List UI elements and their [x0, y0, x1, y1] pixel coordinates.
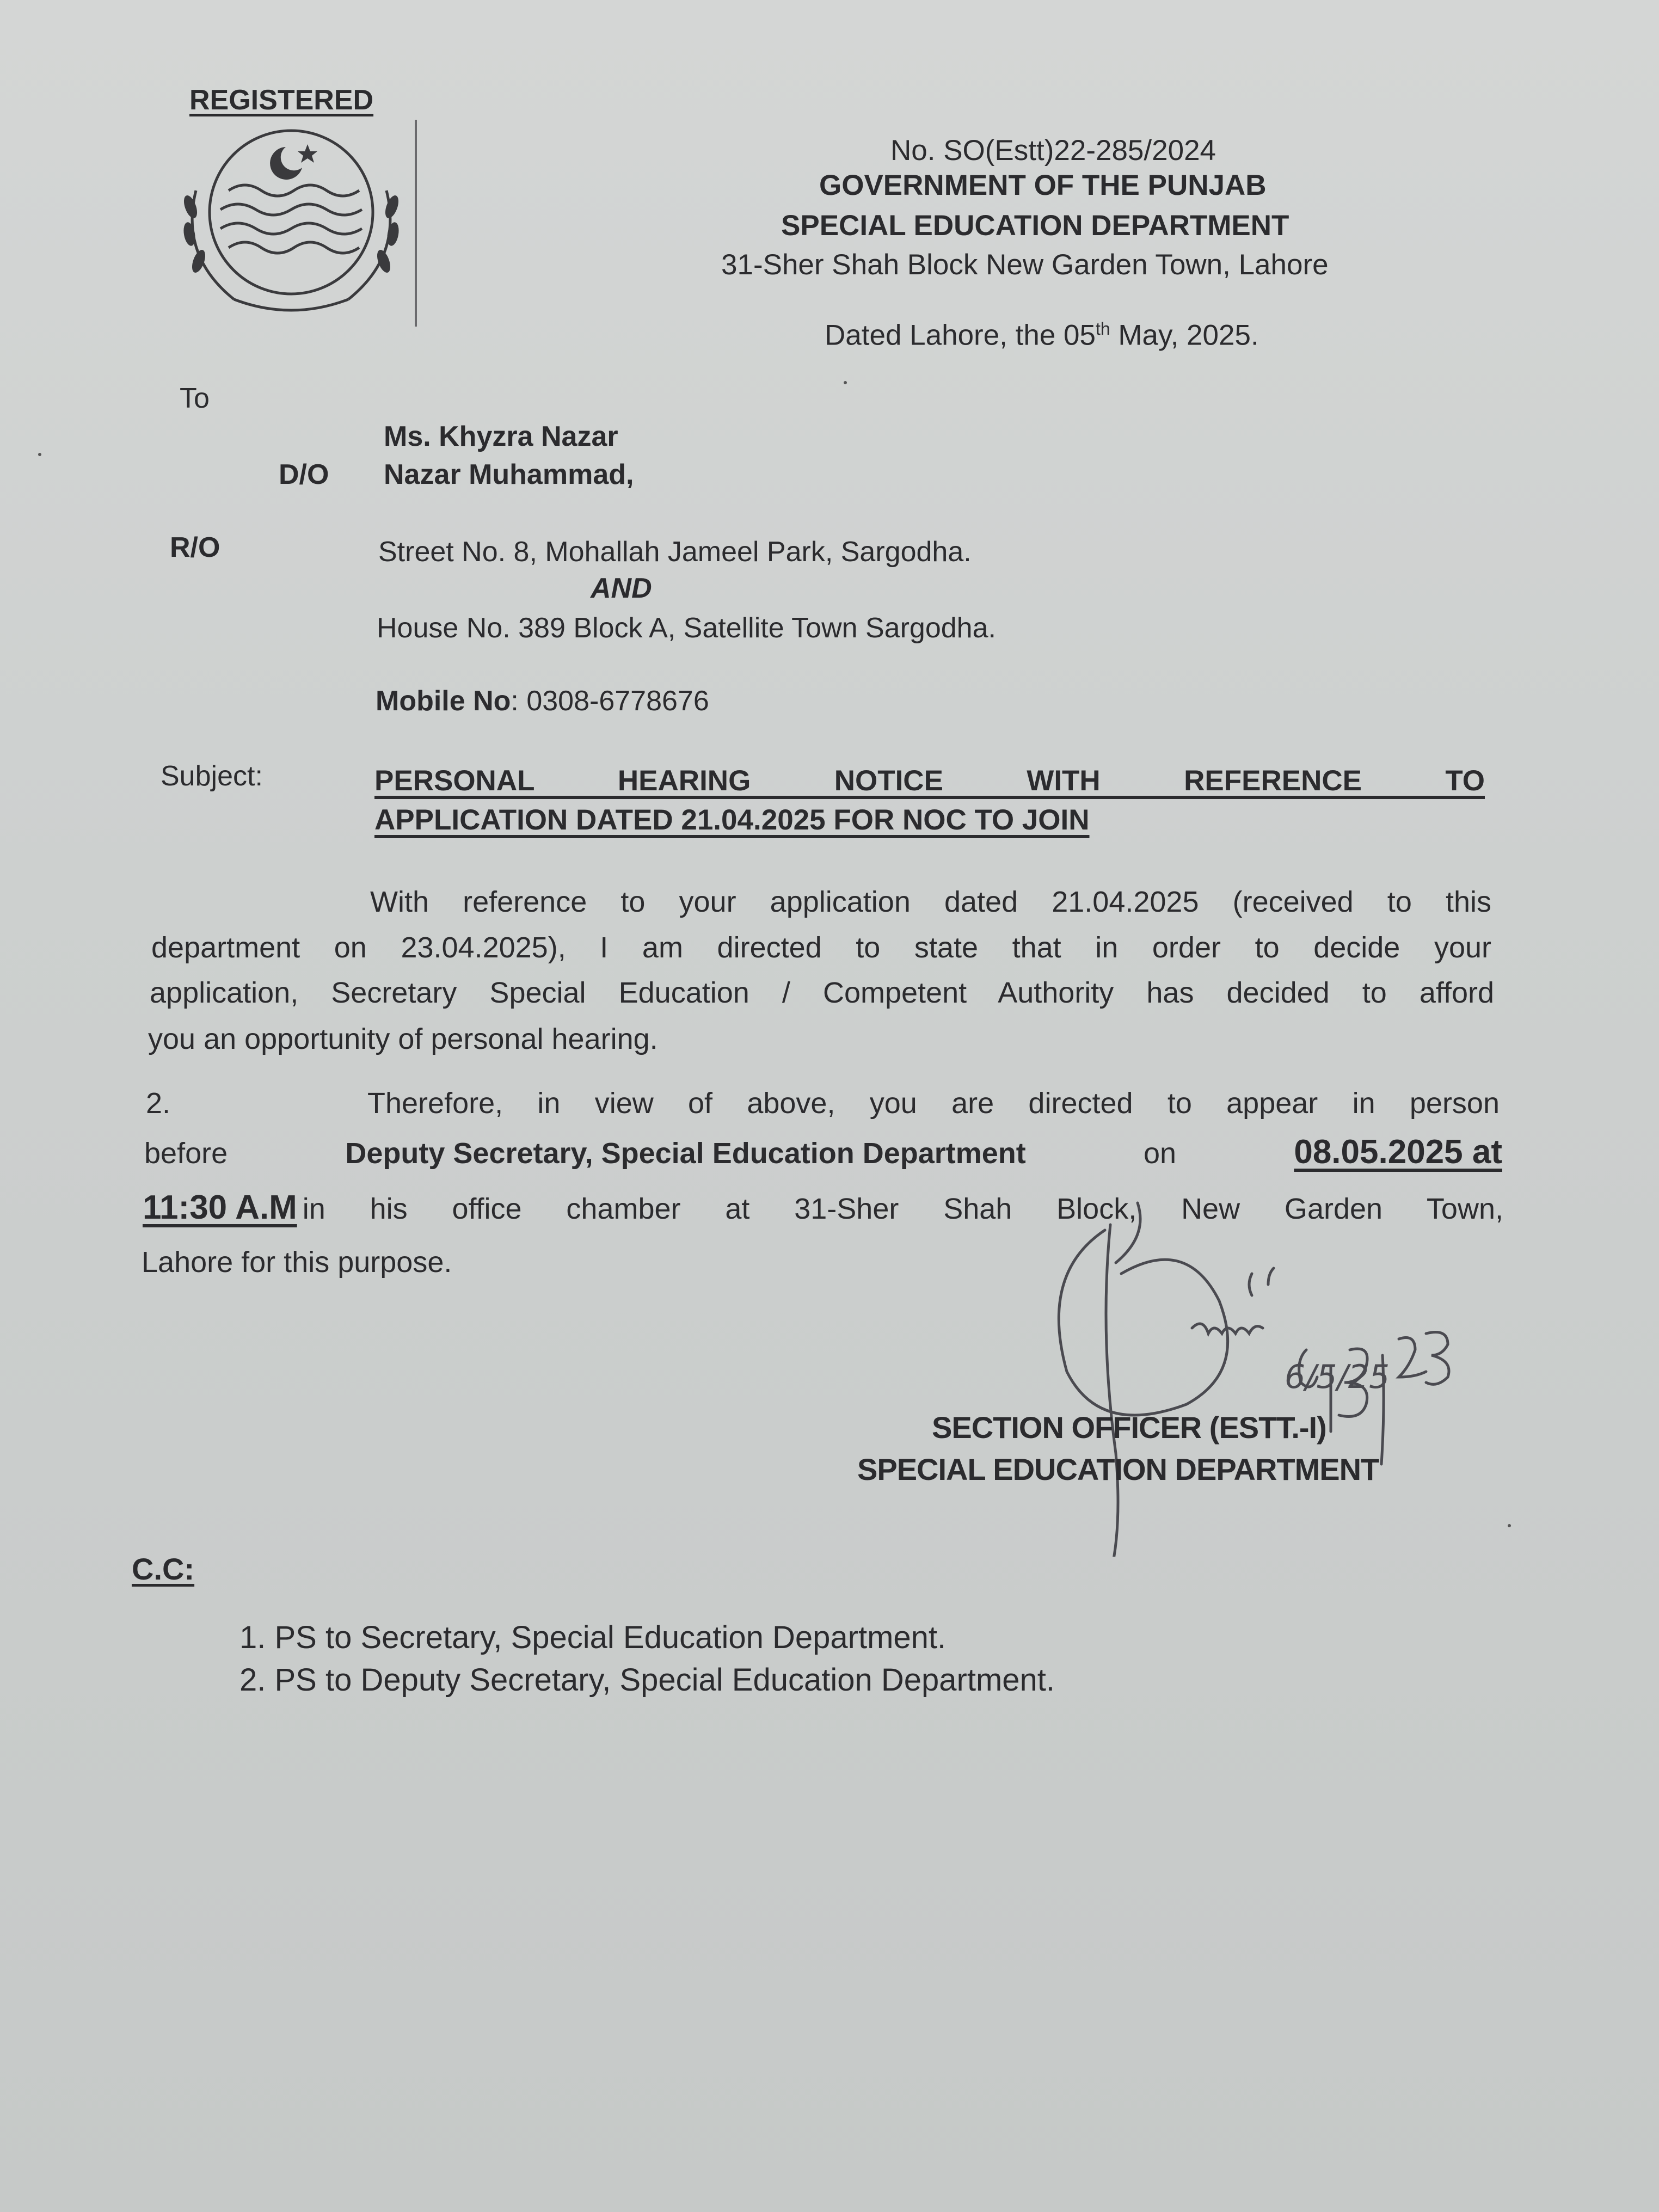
- cc-item: 1. PS to Secretary, Special Education Department.: [239, 1620, 947, 1655]
- recipient-name: Ms. Khyzra Nazar: [384, 421, 618, 452]
- date-suffix-sup: th: [1096, 319, 1110, 339]
- address-line-2: House No. 389 Block A, Satellite Town Sargodha.: [377, 612, 996, 644]
- paragraph-1-line: you an opportunity of personal hearing.: [148, 1023, 658, 1055]
- paper-speck: [844, 381, 847, 384]
- date-prefix: Dated Lahore, the 05: [825, 319, 1096, 352]
- mobile-label: Mobile No: [376, 685, 511, 717]
- address-line-1: Street No. 8, Mohallah Jameel Park, Sargodha.: [378, 536, 972, 568]
- subject-label: Subject:: [161, 760, 263, 792]
- paragraph-2-line-4: Lahore for this purpose.: [142, 1246, 452, 1279]
- handwritten-date: 6/5/25: [1285, 1358, 1390, 1396]
- on-text: on: [1144, 1137, 1177, 1170]
- government-title: GOVERNMENT OF THE PUNJAB: [819, 169, 1267, 201]
- department-address: 31-Sher Shah Block New Garden Town, Lahore: [721, 249, 1329, 281]
- handwritten-signature-icon: [1012, 1187, 1524, 1557]
- department-title: SPECIAL EDUCATION DEPARTMENT: [781, 210, 1289, 242]
- cc-item: 2. PS to Deputy Secretary, Special Education Department.: [239, 1662, 1055, 1698]
- father-name: Nazar Muhammad,: [384, 459, 634, 490]
- dated-line: [825, 320, 1259, 350]
- cc-label: C.C:: [132, 1552, 195, 1586]
- paper-speck: [1508, 1524, 1511, 1527]
- subject-line-2: APPLICATION DATED 21.04.2025 FOR NOC TO JOIN: [374, 804, 1090, 836]
- reference-number: No. SO(Estt)22-285/2024: [890, 134, 1216, 167]
- paper-speck: [38, 453, 41, 456]
- paragraph-2-line-1: Therefore, in view of above, you are directed to appear in person: [367, 1087, 1500, 1120]
- signatory-department: SPECIAL EDUCATION DEPARTMENT: [857, 1452, 1379, 1486]
- do-label: D/O: [279, 459, 329, 490]
- ro-label: R/O: [170, 532, 220, 563]
- subject-line-1: PERSONAL HEARING NOTICE WITH REFERENCE TO: [374, 765, 1485, 797]
- hearing-time: 11:30 A.M: [143, 1189, 297, 1226]
- paragraph-1-line: application, Secretary Special Education / Competent Authority has decided to afford: [150, 976, 1494, 1009]
- mobile-line: [376, 687, 709, 715]
- deputy-secretary-text: Deputy Secretary, Special Education Department: [345, 1137, 1026, 1170]
- registered-label: REGISTERED: [189, 84, 374, 116]
- header-divider: [415, 120, 417, 327]
- before-text: before: [144, 1137, 228, 1170]
- paragraph-1-line: department on 23.04.2025), I am directed to state that in order to decide your: [151, 931, 1491, 964]
- address-and: AND: [591, 573, 652, 604]
- to-label: To: [180, 383, 210, 414]
- punjab-seal-icon: [174, 125, 408, 321]
- paragraph-2-number: 2.: [146, 1087, 171, 1120]
- hearing-date: 08.05.2025 at: [1294, 1133, 1502, 1171]
- paragraph-1-line: With reference to your application dated 21.04.2025 (received to this: [370, 886, 1491, 918]
- signatory-title: SECTION OFFICER (ESTT.-I): [932, 1410, 1326, 1445]
- date-rest: May, 2025.: [1110, 319, 1259, 352]
- office-location: in his office chamber at 31-Sher Shah Block, New Garden Town,: [302, 1193, 1503, 1225]
- mobile-value: : 0308-6778676: [511, 685, 709, 717]
- paragraph-2-line-2: [144, 1135, 1502, 1169]
